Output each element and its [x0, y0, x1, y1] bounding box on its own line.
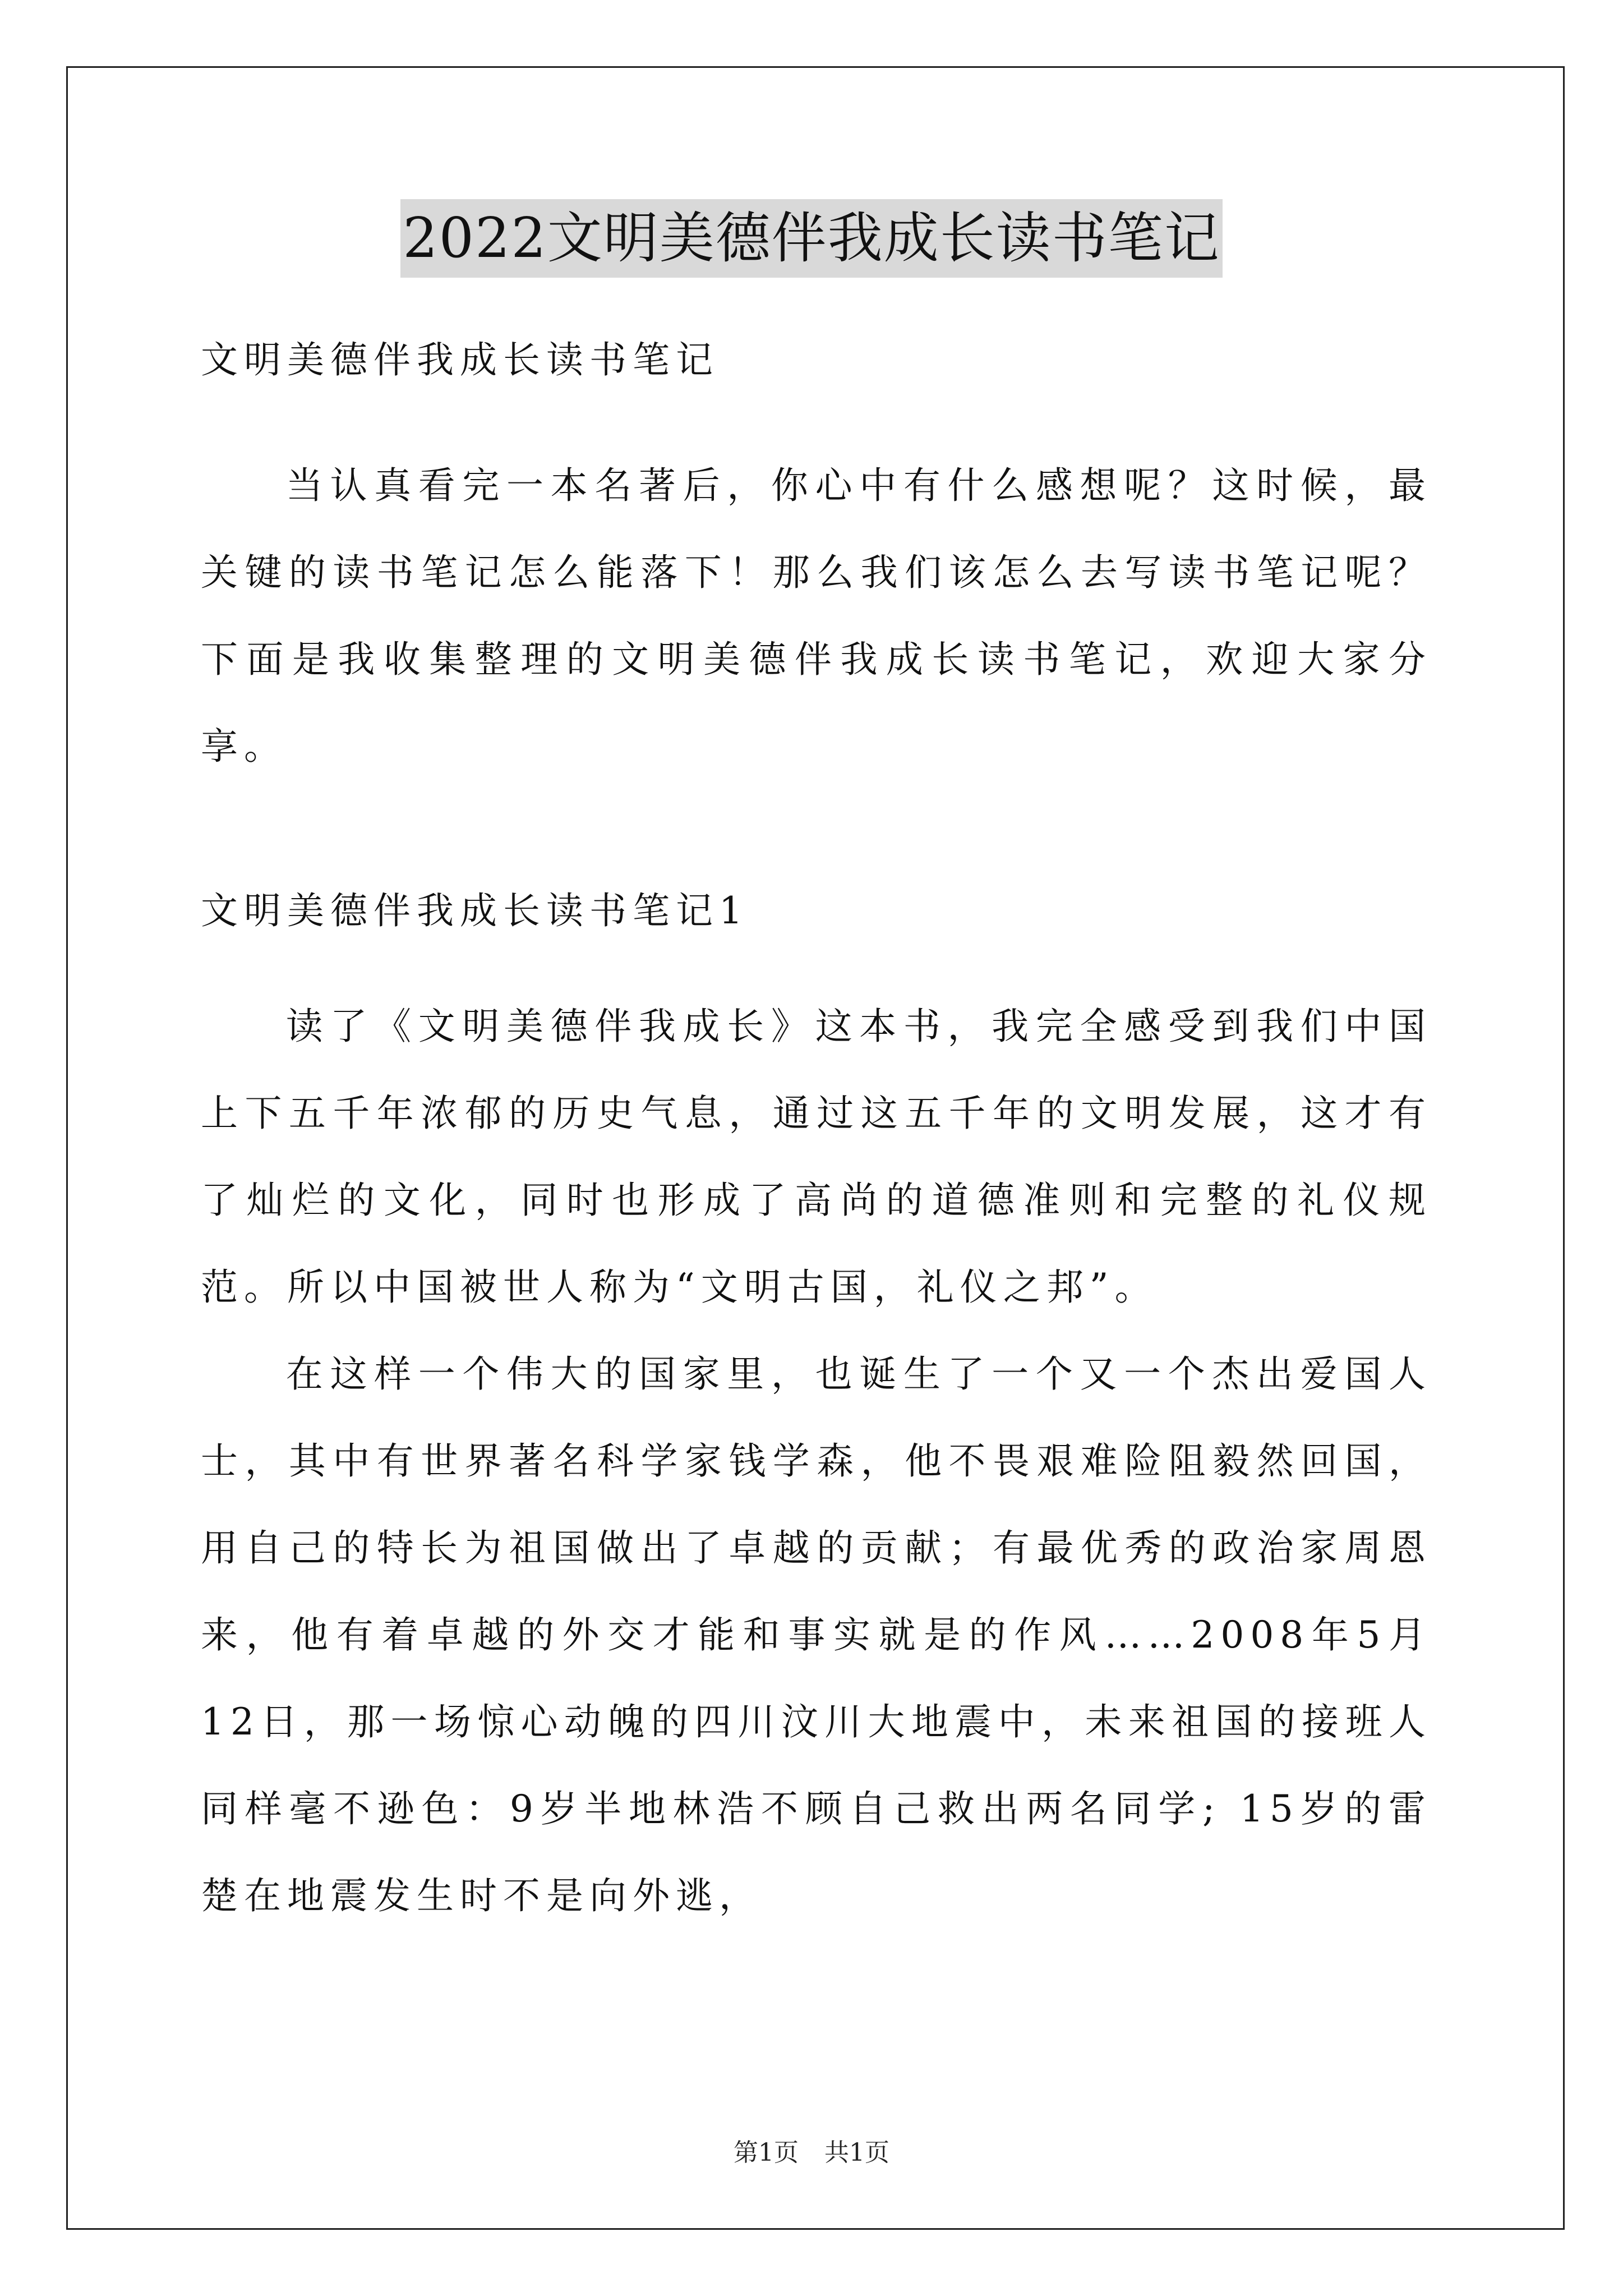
page-footer: [0, 2136, 1623, 2170]
document-title: 2022文明美德伴我成长读书笔记: [400, 199, 1222, 278]
title-container: [0, 199, 1623, 278]
page-total: 共1页: [824, 2138, 889, 2167]
intro-paragraph: 当认真看完一本名著后，你心中有什么感想呢？这时候，最关键的读书笔记怎么能落下！那么我们该怎么去写读书笔记呢？下面是我收集整理的文明美德伴我成长读书笔记，欢迎大家分享。: [201, 464, 1432, 768]
document-subtitle: 文明美德伴我成长读书笔记: [201, 338, 719, 381]
body-paragraph-1: 读了《文明美德伴我成长》这本书，我完全感受到我们中国上下五千年浓郁的历史气息，通过这五千年的文明发展，这才有了灿烂的文化，同时也形成了高尚的道德准则和完整的礼仪规范。所以中国被世人称为“文明古国，礼仪之邦”。: [201, 1005, 1432, 1309]
intro-block: [201, 442, 1432, 790]
body-paragraph-2: 在这样一个伟大的国家里，也诞生了一个又一个杰出爱国人士，其中有世界著名科学家钱学森，他不畏艰难险阻毅然回国，用自己的特长为祖国做出了卓越的贡献；有最优秀的政治家周恩来，他有着卓越的外交才能和事实就是的作风……2008年5月12日，那一场惊心动魄的四川汶川大地震中，未来祖国的接班人同样毫不逊色：9岁半地林浩不顾自己救出两名同学; 15岁的雷楚在地震发生时不是向外逃，: [201, 1352, 1432, 1917]
page-number: 第1页: [734, 2138, 799, 2167]
body-block: [201, 983, 1432, 1939]
section-heading: 文明美德伴我成长读书笔记1: [201, 889, 749, 932]
